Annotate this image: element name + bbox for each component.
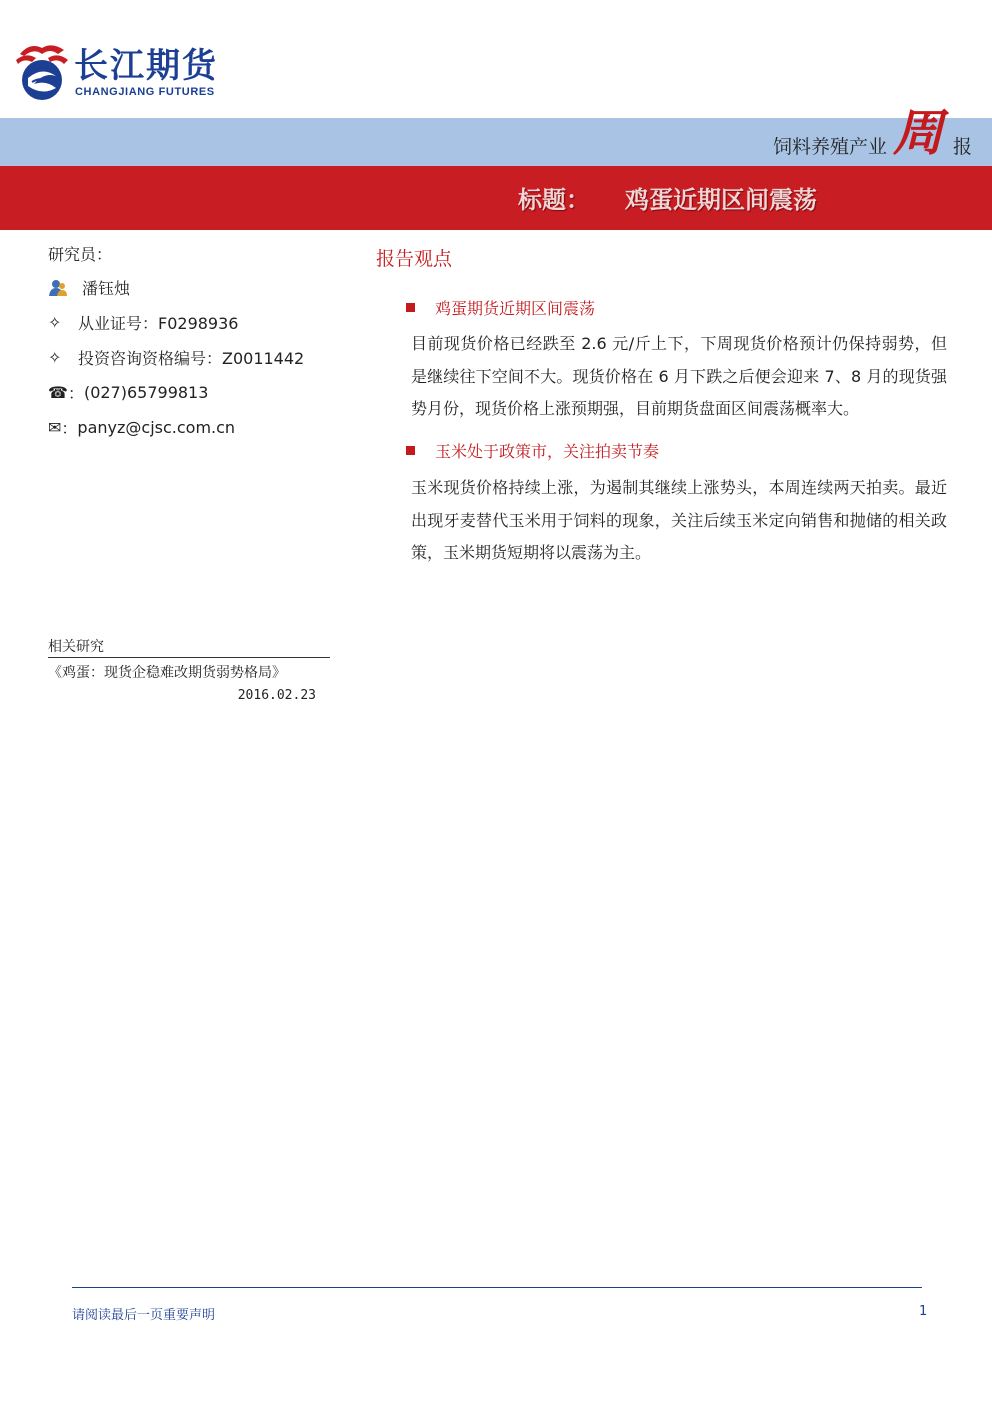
section-heading-corn — [406, 439, 659, 462]
brand-name-cn: 长江期货 — [74, 46, 218, 86]
researcher-label: 研究员： — [48, 245, 113, 264]
report-views — [376, 244, 948, 562]
section-title: 鸡蛋期货近期区间震荡 — [435, 299, 596, 318]
header-red-band — [0, 166, 992, 230]
diamond-bullet-icon: ✧ — [48, 313, 62, 332]
mail-icon: ✉ — [48, 418, 62, 437]
advisor-license-row — [48, 346, 304, 369]
phone-row — [48, 381, 208, 404]
phone-number: (027)65799813 — [83, 383, 209, 402]
related-title: 相关研究 — [48, 636, 330, 658]
section-heading-egg — [406, 296, 595, 319]
phone-prefix: ： — [67, 384, 84, 403]
researcher-name: 潘钰烛 — [82, 279, 131, 298]
report-char: 报 — [953, 136, 973, 158]
company-logo — [12, 40, 252, 108]
email-row — [48, 416, 235, 439]
phone-icon: ☎ — [48, 383, 68, 402]
brand-name-en: CHANGJIANG FUTURES — [75, 86, 215, 98]
week-char: 周 — [893, 103, 943, 162]
section-body-egg: 目前现货价格已经跌至 2.6 元/斤上下，下周现货价格预计仍保持弱势，但是继续往下空间不大。现货价格在 6 月下跌之后便会迎来 7、8 月的现货强势月份，现货价格上涨预期强，目前期货盘面区间震荡概率大。 — [411, 334, 947, 418]
license-number: 从业证号：F0298936 — [78, 314, 239, 333]
email-address[interactable]: panyz@cjsc.com.cn — [77, 418, 236, 437]
person-icon — [48, 279, 68, 297]
page-number: 1 — [919, 1304, 928, 1319]
changjiang-logo-icon — [12, 40, 72, 104]
footer-notice: 请阅读最后一页重要声明 — [72, 1308, 216, 1323]
diamond-bullet-icon: ✧ — [48, 348, 62, 367]
related-item[interactable]: 《鸡蛋：现货企稳难改期货弱势格局》 — [48, 665, 286, 681]
report-heading: 报告观点 — [376, 248, 453, 270]
section-body-corn: 玉米现货价格持续上涨，为遏制其继续上涨势头，本周连续两天拍卖。最近出现牙麦替代玉米用于饲料的现象，关注后续玉米定向销售和抛储的相关政策，玉米期货短期将以震荡为主。 — [411, 478, 947, 562]
related-date: 2016.02.23 — [237, 688, 316, 703]
license-row — [48, 311, 238, 334]
title-label: 标题： — [518, 186, 590, 214]
report-title: 鸡蛋近期区间震荡 — [625, 186, 817, 214]
section-title: 玉米处于政策市，关注拍卖节奏 — [435, 442, 660, 461]
square-bullet-icon — [406, 303, 415, 312]
researcher-name-row — [48, 276, 130, 299]
advisor-license-number: 投资咨询资格编号：Z0011442 — [78, 349, 305, 368]
email-prefix: ： — [61, 419, 78, 438]
report-industry: 饲料养殖产业 — [772, 136, 887, 158]
footer-divider — [72, 1287, 922, 1288]
related-research — [48, 636, 330, 703]
square-bullet-icon — [406, 446, 415, 455]
